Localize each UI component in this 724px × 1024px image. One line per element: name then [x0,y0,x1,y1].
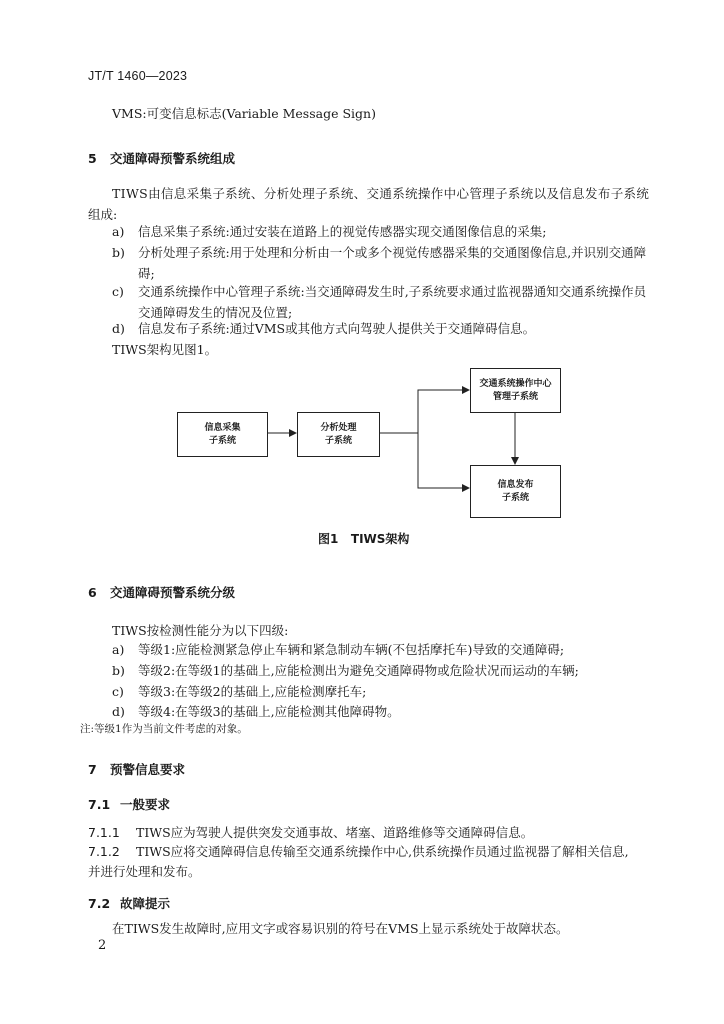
section-number: 7.2 [88,896,111,911]
list-marker: d) [112,704,125,719]
list-item [112,681,658,702]
clause-text: TIWS应为驾驶人提供突发交通事故、堵塞、道路维修等交通障碍信息。 [136,825,534,840]
box-info-publishing [470,465,561,518]
section-title: 预警信息要求 [110,762,186,777]
clause-number: 7.1.1 [88,825,120,840]
list-text: 交通系统操作中心管理子系统:当交通障碍发生时,子系统要求通过监视器通知交通系统操作员交通障碍发生的情况及位置; [138,284,647,320]
vms-abbreviation: VMS:可变信息标志(Variable Message Sign) [112,106,376,121]
clause-7-2-text: 在TIWS发生故障时,应用文字或容易识别的符号在VMS上显示系统处于故障状态。 [112,921,569,936]
section-title: 交通障碍预警系统组成 [110,151,236,166]
section-7-heading [88,760,185,778]
list-marker: a) [112,642,125,657]
box-label: 信息采集 [204,422,241,433]
box-label: 分析处理 [320,422,357,433]
box-label: 子系统 [324,435,352,446]
section-number: 7 [88,762,97,777]
list-marker: c) [112,684,124,699]
list-marker: b) [112,663,125,678]
box-label: 管理子系统 [492,391,538,402]
figure-title: TIWS架构 [350,532,410,546]
section-number: 6 [88,585,97,600]
list-text: 分析处理子系统:用于处理和分析由一个或多个视觉传感器采集的交通图像信息,并识别交通障碍; [138,245,647,281]
list-item [112,701,658,722]
section-title: 故障提示 [120,896,171,911]
list-marker: b) [112,245,125,260]
list-text: 信息发布子系统:通过VMS或其他方式向驾驶人提供关于交通障碍信息。 [138,321,536,336]
list-item [112,660,658,681]
subsection-7-1-heading [88,795,170,813]
clause-text: TIWS应将交通障碍信息传输至交通系统操作中心,供系统操作员通过监视器了解相关信息, [136,844,629,859]
box-label: 子系统 [501,492,529,503]
section-number: 5 [88,151,97,166]
box-traffic-operation-center [470,368,561,413]
list-text: 等级2:在等级1的基础上,应能检测出为避免交通障碍物或危险状况而运动的车辆; [138,663,579,678]
section-5-intro-line2: 组成: [88,207,118,222]
arrow-processing-to-publish [379,433,469,488]
architecture-reference: TIWS架构见图1。 [112,342,218,357]
section-title: 交通障碍预警系统分级 [110,585,236,600]
figure-1-caption [318,530,409,547]
section-5-intro-line1: TIWS由信息采集子系统、分析处理子系统、交通系统操作中心管理子系统以及信息发布子系统 [112,186,650,201]
section-title: 一般要求 [120,797,171,812]
list-text: 等级1:应能检测紧急停止车辆和紧急制动车辆(不包括摩托车)导致的交通障碍; [138,642,565,657]
clause-number: 7.1.2 [88,844,120,859]
arrow-processing-to-tmc [379,390,469,433]
box-analysis-processing [297,412,380,457]
page-number: 2 [98,938,107,953]
clause-7-1-2 [88,841,629,862]
clause-7-1-1 [88,822,533,843]
box-label: 子系统 [208,435,236,446]
section-6-note: 注:等级1作为当前文件考虑的对象。 [80,723,248,735]
list-text: 等级3:在等级2的基础上,应能检测摩托车; [138,684,367,699]
list-item [112,639,658,660]
standard-number: JT/T 1460—2023 [88,69,188,83]
figure-number: 图1 [318,532,339,546]
section-6-heading [88,583,235,601]
box-info-acquisition [177,412,268,457]
box-label: 交通系统操作中心 [479,378,552,389]
subsection-7-2-heading [88,894,170,912]
list-marker: c) [112,284,124,299]
clause-7-1-2-continued: 并进行处理和发布。 [88,864,201,879]
list-marker: a) [112,224,125,239]
box-label: 信息发布 [497,479,534,490]
section-number: 7.1 [88,797,111,812]
list-text: 信息采集子系统:通过安装在道路上的视觉传感器实现交通图像信息的采集; [138,224,547,239]
section-6-intro: TIWS按检测性能分为以下四级: [112,623,289,638]
list-marker: d) [112,321,125,336]
list-text: 等级4:在等级3的基础上,应能检测其他障碍物。 [138,704,400,719]
